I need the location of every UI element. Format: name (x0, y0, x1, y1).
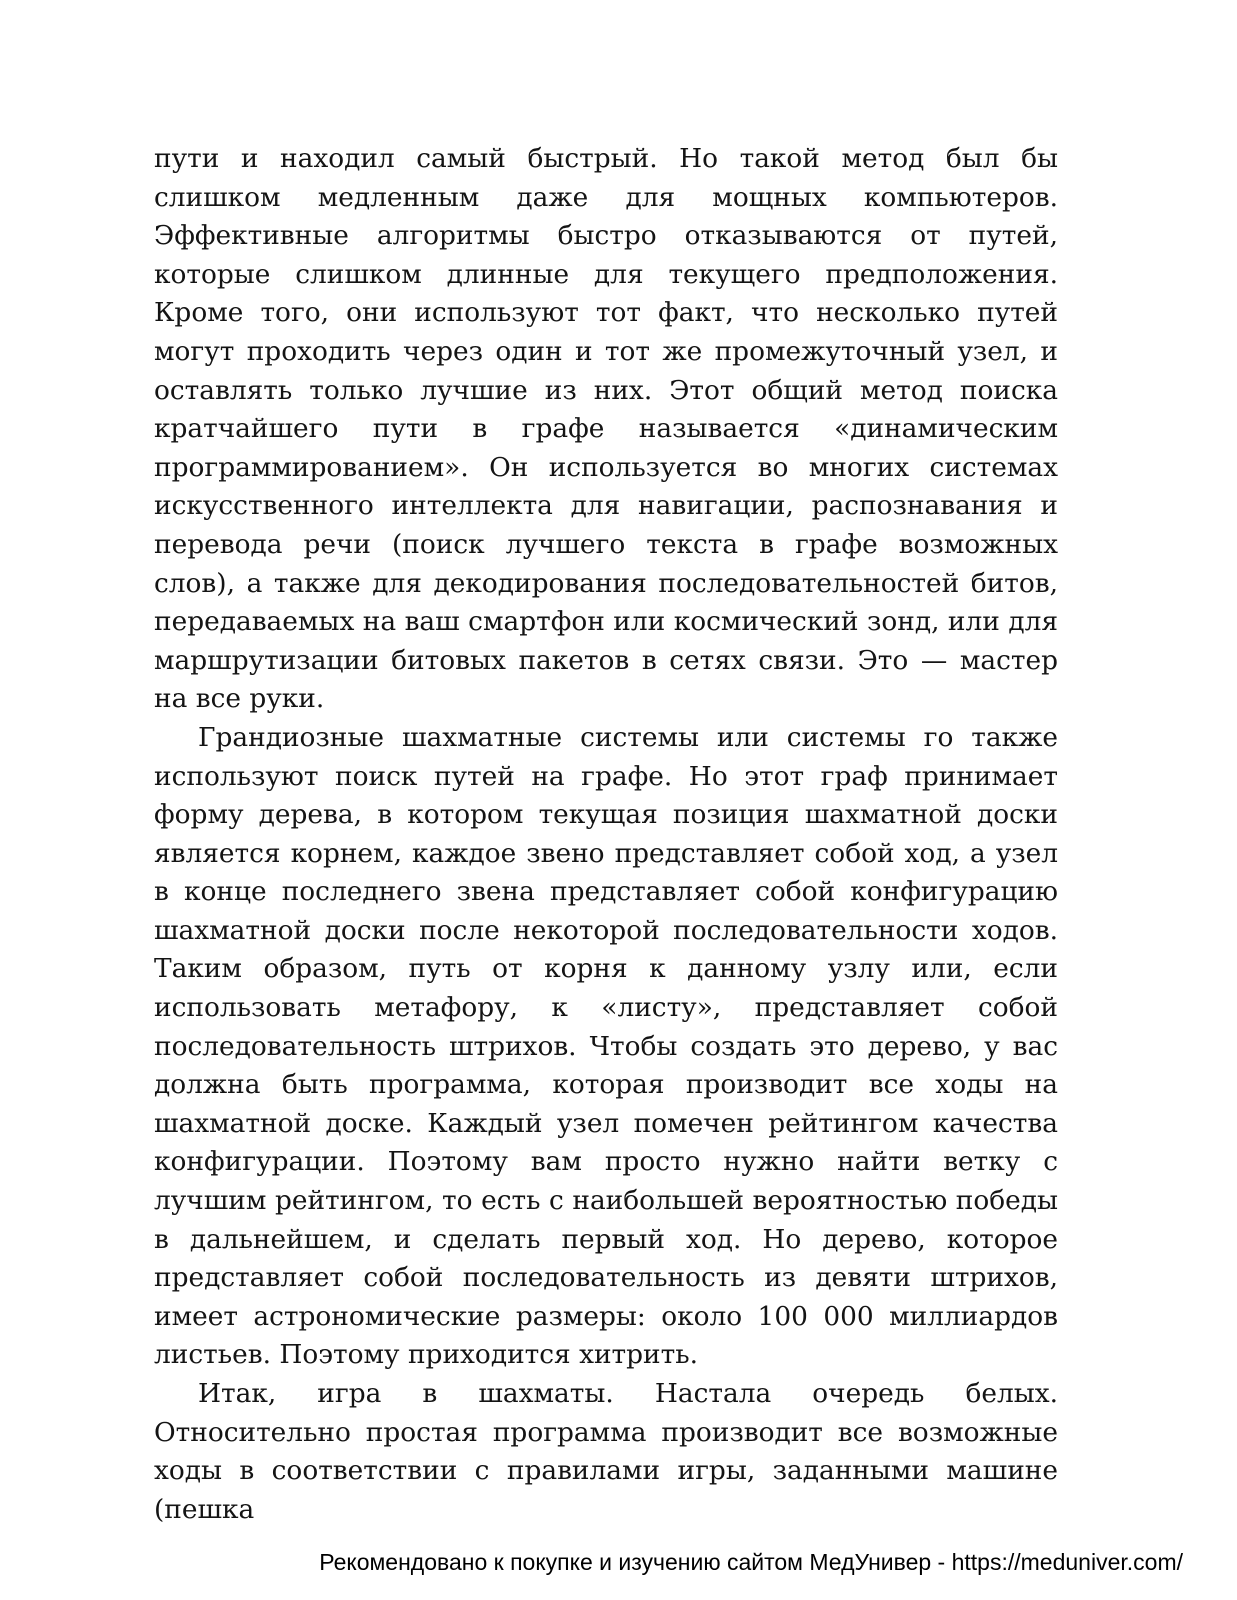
paragraph-continued: пути и находил самый быстрый. Но такой метод был бы слишком медленным даже для мощных компьютеров. Эффективные алгоритмы быстро отказываются от путей, которые слишком длинные для текущего предположения. Кроме того, они используют тот факт, что несколько путей могут проходить через один и тот же промежуточный узел, и оставлять только лучшие из них. Этот общий метод поиска кратчайшего пути в графе называется «динамическим программированием». Он используется во многих системах искусственного интеллекта для навигации, распознавания и перевода речи (поиск лучшего текста в графе возможных слов), а также для декодирования последовательностей битов, передаваемых на ваш смартфон или космический зонд, или для маршрутизации битовых пакетов в сетях связи. Это — мастер на все руки. (154, 143, 1058, 715)
paragraph-chess-game: Итак, игра в шахматы. Настала очередь белых. Относительно простая программа производит все возможные ходы в соответствии с правилами игры, заданными машине (пешка (154, 1378, 1058, 1525)
paragraph-chess-systems: Грандиозные шахматные системы или системы го также используют поиск путей на графе. Но этот граф принимает форму дерева, в котором текущая позиция шахматной доски является корнем, каждое звено представляет собой ход, а узел в конце последнего звена представляет собой конфигурацию шахматной доски после некоторой последовательности ходов. Таким образом, путь от корня к данному узлу или, если использовать метафору, к «листу», представляет собой последовательность штрихов. Чтобы создать это дерево, у вас должна быть программа, которая производит все ходы на шахматной доске. Каждый узел помечен рейтингом качества конфигурации. Поэтому вам просто нужно найти ветку с лучшим рейтингом, то есть с наибольшей вероятностью победы в дальнейшем, и сделать первый ход. Но дерево, которое представляет собой последовательность из девяти штрихов, имеет астрономические размеры: около 100 000 миллиардов листьев. Поэтому приходится хитрить. (154, 721, 1058, 1371)
page-body-text (154, 140, 1058, 1529)
footer-recommendation: Рекомендовано к покупке и изучению сайтом МедУнивер - https://meduniver.com/ (319, 1549, 1183, 1575)
